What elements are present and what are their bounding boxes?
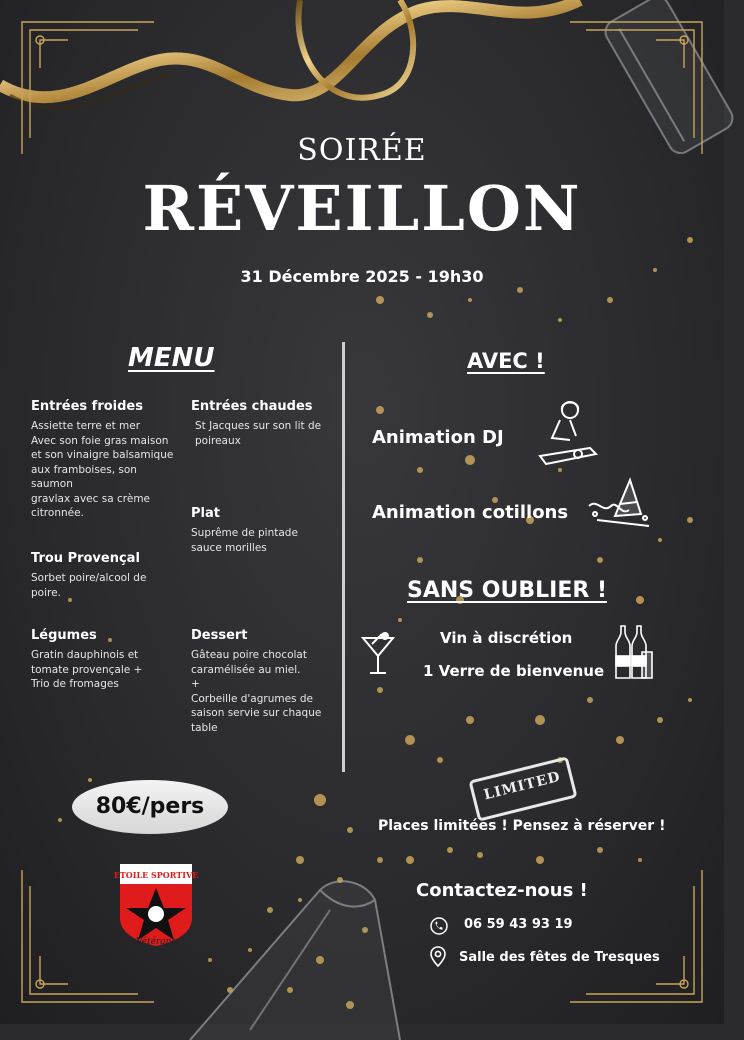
- gold-dot: [558, 318, 562, 322]
- gold-dot: [346, 1001, 354, 1009]
- animation-dj-label: Animation DJ: [372, 427, 504, 448]
- gold-dot: [287, 987, 293, 993]
- gold-dot: [296, 856, 304, 864]
- gold-dot: [417, 467, 423, 473]
- gold-dot: [316, 956, 324, 964]
- gold-dot: [658, 538, 662, 542]
- legumes-label: Légumes: [31, 628, 97, 643]
- etoile-sportive-logo: [113, 862, 199, 948]
- gold-dot: [597, 847, 603, 853]
- places-limitees-text: Places limitées ! Pensez à réserver !: [378, 818, 666, 834]
- gold-dot: [376, 406, 384, 414]
- gold-dot: [638, 858, 642, 862]
- gold-dot: [406, 856, 414, 864]
- avec-title: AVEC !: [467, 349, 545, 373]
- entrees-chaudes-text: St Jacques sur son lit de poireaux: [195, 420, 322, 447]
- logo-bottom-text: Vétérans: [135, 937, 177, 947]
- wine-bottles-icon: [612, 624, 654, 680]
- gold-dot: [347, 827, 353, 833]
- gold-dot: [298, 898, 302, 902]
- gold-dot: [208, 958, 212, 962]
- gold-dot: [535, 715, 545, 725]
- vin-discretion-label: Vin à discrétion: [440, 629, 573, 647]
- entrees-froides-text: Assiette terre et mer Avec son foie gras maison et son vinaigre balsamique aux framboises, son saumon gravlax avec sa crème citronnée.: [31, 420, 174, 519]
- plat-label: Plat: [191, 506, 220, 521]
- price-badge: 80€/pers: [72, 780, 228, 834]
- gold-dot: [517, 287, 523, 293]
- gold-dot: [558, 468, 562, 472]
- limited-stamp: LIMITED: [468, 756, 577, 821]
- gold-dot: [587, 697, 593, 703]
- location-pin-icon: [430, 946, 446, 968]
- gold-dot: [314, 794, 326, 806]
- gold-dot: [417, 557, 423, 563]
- event-subtitle: SOIRÉE: [297, 133, 427, 168]
- gold-dot: [688, 698, 692, 702]
- gold-dot: [267, 907, 273, 913]
- gold-dot: [437, 757, 443, 763]
- gold-dot: [477, 852, 483, 858]
- entrees-chaudes-label: Entrées chaudes: [191, 399, 313, 414]
- gold-dot: [398, 618, 402, 622]
- gold-dot: [657, 717, 663, 723]
- gold-dot: [337, 877, 343, 883]
- sans-oublier-title: SANS OUBLIER !: [407, 578, 607, 603]
- gold-dot: [687, 517, 693, 523]
- gold-dot: [447, 847, 453, 853]
- contact-phone[interactable]: 06 59 43 93 19: [464, 917, 573, 932]
- gold-dot: [465, 455, 475, 465]
- contact-title: Contactez-nous !: [416, 880, 588, 901]
- gold-dot: [377, 687, 383, 693]
- gold-dot: [468, 298, 472, 302]
- gold-dot: [108, 638, 112, 642]
- gold-dot: [597, 557, 603, 563]
- event-title: RÉVEILLON: [142, 172, 582, 245]
- gold-dot: [636, 596, 644, 604]
- verre-bienvenue-label: 1 Verre de bienvenue: [423, 662, 605, 680]
- phone-icon: [430, 917, 448, 935]
- party-hat-icon: [585, 476, 655, 536]
- gold-dot: [616, 736, 624, 744]
- animation-cotillons-label: Animation cotillons: [372, 502, 569, 523]
- plat-text: Suprême de pintade sauce morilles: [191, 527, 298, 554]
- gold-dot: [88, 778, 92, 782]
- gold-dot: [227, 987, 233, 993]
- gold-dot: [427, 312, 433, 318]
- gold-dot: [376, 296, 384, 304]
- event-date: 31 Décembre 2025 - 19h30: [240, 267, 484, 286]
- gold-dot: [377, 857, 383, 863]
- dessert-text: Gâteau poire chocolat caramélisée au miel. + Corbeille d'agrumes de saison servie sur chaque table: [191, 649, 322, 734]
- legumes-text: Gratin dauphinois et tomate provençale + Trio de fromages: [31, 649, 143, 690]
- column-divider: [342, 342, 345, 772]
- gold-dot: [466, 716, 474, 724]
- gold-dot: [362, 927, 368, 933]
- gold-dot: [536, 856, 544, 864]
- trou-provencal-text: Sorbet poire/alcool de poire.: [31, 572, 147, 599]
- dj-icon: [530, 398, 600, 468]
- cocktail-icon: [360, 632, 396, 676]
- menu-title: MENU: [128, 343, 215, 373]
- gold-dot: [405, 735, 415, 745]
- gold-dot: [58, 818, 62, 822]
- gold-dot: [248, 948, 252, 952]
- logo-top-text: ETOILE SPORTIVE: [113, 870, 199, 880]
- contact-venue: Salle des fêtes de Tresques: [459, 950, 660, 965]
- trou-provencal-label: Trou Provençal: [31, 551, 140, 566]
- dessert-label: Dessert: [191, 628, 248, 643]
- entrees-froides-label: Entrées froides: [31, 399, 143, 414]
- gold-dot: [607, 297, 613, 303]
